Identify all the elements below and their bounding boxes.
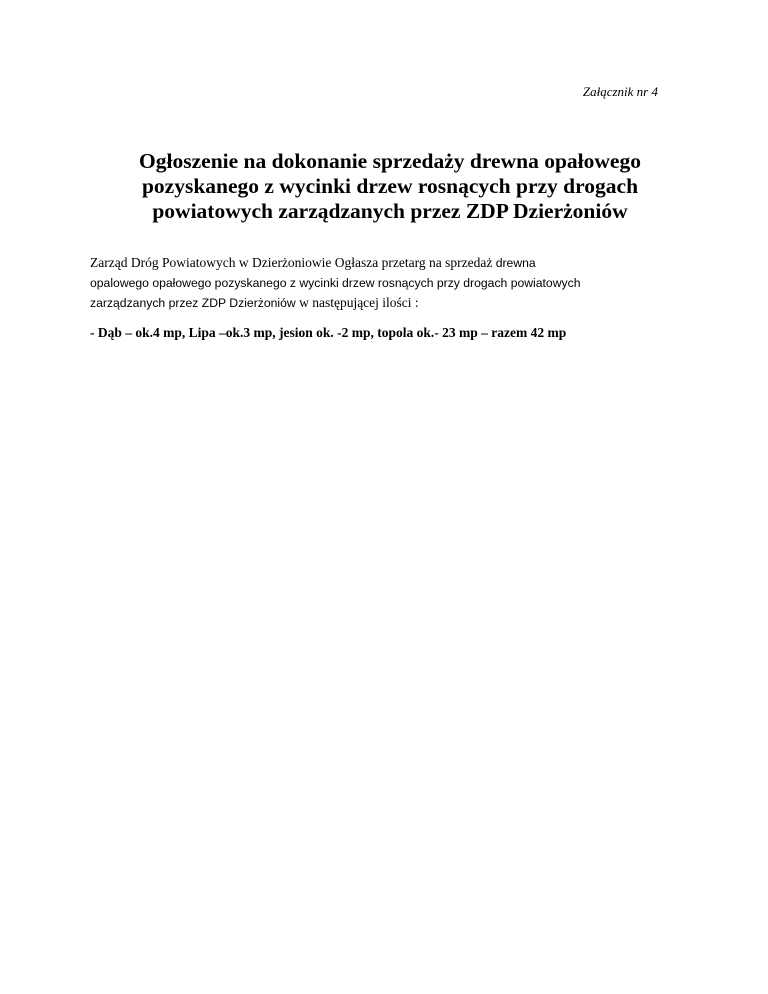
announcement-paragraph — [90, 253, 710, 313]
paragraph-line-1-serif: Zarząd Dróg Powiatowych w Dzierżoniowie Ogłasza przetarg na sprzedaż — [90, 255, 496, 270]
paragraph-line-3-sans: zarządzanych przez ZDP Dzierżoniów — [90, 296, 300, 310]
attachment-label: Załącznik nr 4 — [582, 84, 658, 99]
wood-quantities-line: - Dąb – ok.4 mp, Lipa –ok.3 mp, jesion ok. -2 mp, topola ok.- 23 mp – razem 42 mp — [90, 325, 567, 340]
paragraph-line-2: opalowego opałowego pozyskanego z wycinki drzew rosnących przy drogach powiatowych — [90, 276, 581, 290]
paragraph-line-3-serif: w następującej ilości : — [299, 295, 419, 310]
title-line-1: Ogłoszenie na dokonanie sprzedaży drewna opałowego — [139, 149, 641, 173]
title-line-2: pozyskanego z wycinki drzew rosnących przy drogach — [141, 174, 639, 198]
title-line-3: powiatowych zarządzanych przez ZDP Dzierżoniów — [152, 199, 628, 223]
paragraph-line-1-sans: drewna — [495, 256, 536, 270]
document-title — [78, 149, 702, 224]
paragraph-line-1 — [90, 253, 710, 273]
paragraph-line-3 — [90, 293, 710, 313]
